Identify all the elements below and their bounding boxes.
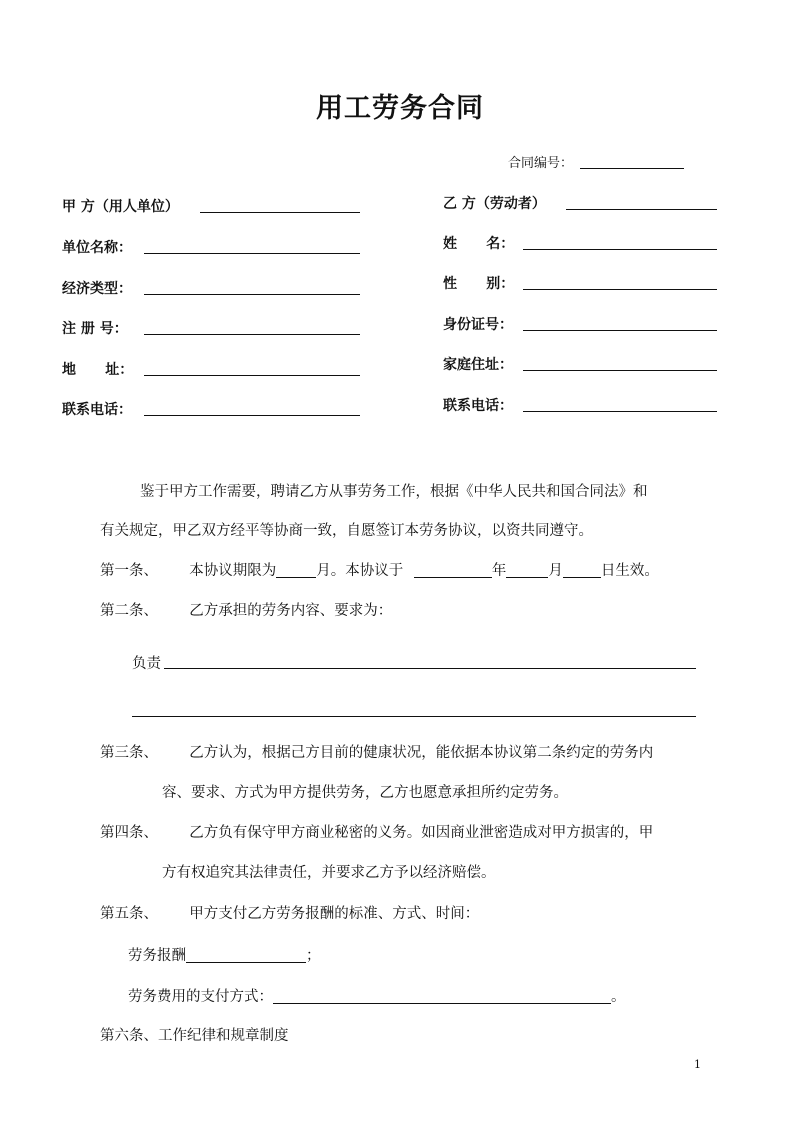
article-1-text-b: 月。本协议于 [316,563,404,579]
party-a-label-registration-no: 注 册 号： [62,321,128,337]
article-2-text: 乙方承担的劳务内容、要求为： [189,603,393,619]
article-1-label: 第一条、 [100,563,158,579]
party-b-label-gender: 性 别： [443,276,515,292]
article-2 [100,599,392,620]
responsibility-field[interactable] [164,668,696,669]
intro-line-1: 鉴于甲方工作需要，聘请乙方从事劳务工作，根据《中华人民共和国合同法》和 [140,484,648,500]
article-1-day: 日生效。 [600,563,659,579]
article-3-line-2: 容、要求、方式为甲方提供劳务，乙方也愿意承担所约定劳务。 [162,785,568,801]
page-number: 1 [694,1058,701,1071]
party-b-label-home-address: 家庭住址： [443,357,513,373]
party-b-header: 乙 方（劳动者） [443,196,546,212]
party-b-label-phone: 联系电话： [443,398,513,414]
party-a-header: 甲 方（用人单位） [62,199,179,215]
article-1-text-a: 本协议期限为 [189,563,277,579]
party-b-label-id-number: 身份证号： [443,317,513,333]
effective-year-field[interactable] [414,563,492,578]
remuneration-semicolon: ； [306,948,321,964]
party-b-label-name: 姓 名： [443,236,515,252]
party-b-phone-field[interactable] [523,411,717,412]
remuneration-row [128,944,321,965]
party-a-label-company-name: 单位名称： [62,240,132,256]
article-2-label: 第二条、 [100,603,158,619]
article-5-label: 第五条、 [100,906,158,922]
id-number-field[interactable] [523,330,717,331]
name-field[interactable] [523,249,717,250]
contract-no-label: 合同编号： [508,156,574,171]
party-a-phone-field[interactable] [144,415,360,416]
effective-month-field[interactable] [506,563,548,578]
article-5 [100,902,479,923]
article-6: 第六条、工作纪律和规章制度 [100,1028,289,1044]
home-address-field[interactable] [523,370,717,371]
article-4-line-2: 方有权追究其法律责任，并要求乙方予以经济赔偿。 [162,865,496,881]
payment-method-label: 劳务费用的支付方式： [128,989,273,1005]
intro-line-2: 有关规定，甲乙双方经平等协商一致，自愿签订本劳务协议，以资共同遵守。 [100,523,593,539]
remuneration-label: 劳务报酬 [128,948,186,964]
article-4 [100,821,653,842]
party-a-label-address: 地 址： [62,362,134,378]
registration-no-field[interactable] [144,334,360,335]
effective-day-field[interactable] [563,563,601,578]
economic-type-field[interactable] [144,294,360,295]
company-name-field[interactable] [144,253,360,254]
article-3 [100,741,653,762]
gender-field[interactable] [523,289,717,290]
responsibility-field-2[interactable] [132,716,696,717]
payment-method-row [128,985,626,1006]
article-4-label: 第四条、 [100,825,158,841]
article-3-label: 第三条、 [100,745,158,761]
remuneration-field[interactable] [186,948,306,963]
term-months-field[interactable] [276,563,316,578]
article-1-year: 年 [491,563,507,579]
article-1-month: 月 [548,563,563,579]
article-4-line-1: 乙方负有保守甲方商业秘密的义务。如因商业泄密造成对甲方损害的，甲 [189,825,654,841]
payment-method-field[interactable] [273,989,611,1004]
party-a-label-economic-type: 经济类型： [62,281,132,297]
party-b-field[interactable] [566,209,717,210]
contract-no-field[interactable] [580,168,684,169]
article-1 [100,559,659,580]
article-5-text: 甲方支付乙方劳务报酬的标准、方式、时间： [189,906,480,922]
party-a-address-field[interactable] [144,375,360,376]
party-a-label-phone: 联系电话： [62,402,132,418]
responsible-label: 负责 [132,656,161,672]
page-title: 用工劳务合同 [316,93,484,124]
payment-method-period: 。 [611,989,626,1005]
article-3-line-1: 乙方认为，根据己方目前的健康状况，能依据本协议第二条约定的劳务内 [189,745,654,761]
party-a-field[interactable] [200,212,360,213]
